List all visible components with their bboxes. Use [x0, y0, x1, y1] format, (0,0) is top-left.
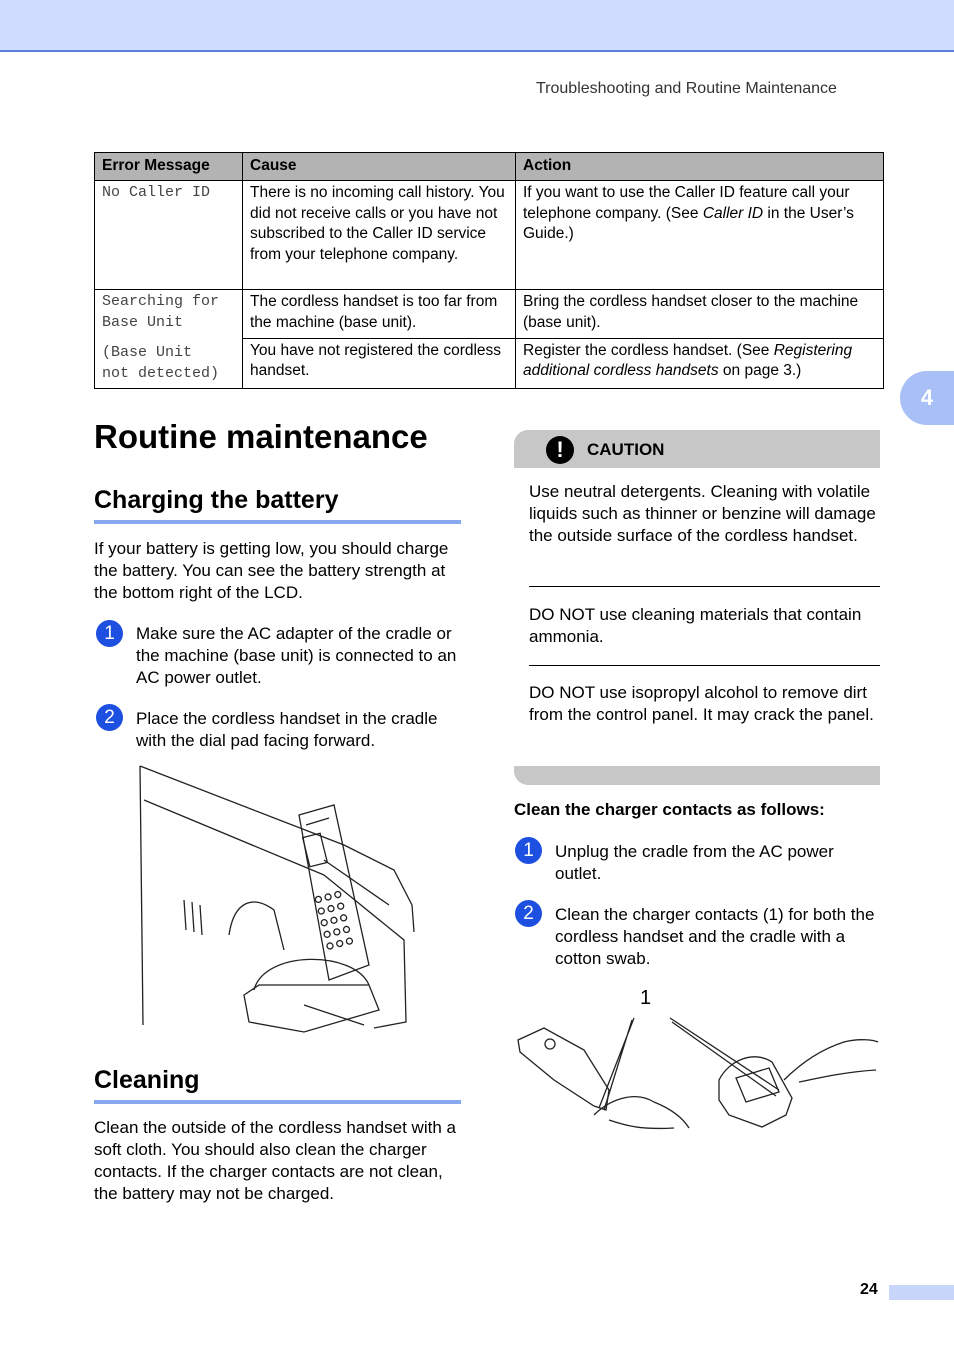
step-number: 2 [515, 900, 542, 927]
caution-label: CAUTION [587, 440, 665, 459]
step-number: 2 [96, 704, 123, 731]
running-title: Troubleshooting and Routine Maintenance [536, 80, 837, 97]
caution-divider [529, 665, 880, 666]
cleaning-text: Clean the outside of the cordless handset with a soft cloth. You should also clean the charger contacts. If the charger contacts are not clean, the battery may not be charged. [94, 1118, 456, 1203]
charger-contacts-illustration [514, 1010, 880, 1135]
page-number: 24 [860, 1281, 878, 1298]
table-row [95, 181, 884, 290]
action-cell: Bring the cordless handset closer to the machine (base unit). [516, 290, 884, 339]
charger-step-text: Clean the charger contacts (1) for both the cordless handset and the cradle with a cotton swab. [555, 905, 875, 968]
heading-rule [94, 1100, 461, 1104]
table-row [95, 290, 884, 339]
handset-in-cradle-illustration [134, 760, 424, 1040]
caution-item: DO NOT use isopropyl alcohol to remove dirt from the control panel. It may crack the panel. [529, 683, 874, 724]
charging-intro: If your battery is getting low, you should charge the battery. You can see the battery strength at the bottom right of the LCD. [94, 539, 449, 602]
caution-footer [514, 766, 880, 785]
heading-rule [94, 520, 461, 524]
header-action: Action [516, 153, 884, 181]
header-band [0, 0, 954, 52]
error-message-table [94, 152, 884, 389]
header-error-message: Error Message [95, 153, 243, 181]
charger-step-text: Unplug the cradle from the AC power outlet. [555, 842, 834, 883]
charger-heading: Clean the charger contacts as follows: [514, 800, 825, 819]
error-message-cell: No Caller ID [95, 181, 243, 290]
caution-divider [529, 586, 880, 587]
charging-step-text: Make sure the AC adapter of the cradle or the machine (base unit) is connected to an AC power outlet. [136, 624, 457, 687]
cause-cell: You have not registered the cordless handset. [243, 338, 516, 388]
caution-item: DO NOT use cleaning materials that contain ammonia. [529, 605, 862, 646]
chapter-tab: 4 [900, 371, 954, 425]
cause-cell: The cordless handset is too far from the machine (base unit). [243, 290, 516, 339]
action-cell: Register the cordless handset. (See Registering additional cordless handsets on page 3.) [516, 338, 884, 388]
step-number: 1 [515, 837, 542, 864]
figure-callout-label: 1 [640, 987, 652, 1009]
cause-cell: There is no incoming call history. You did not receive calls or you have not subscribed to the Caller ID service from your telephone company. [243, 181, 516, 290]
step-number: 1 [96, 620, 123, 647]
action-cell: If you want to use the Caller ID feature call your telephone company. (See Caller ID in the User’s Guide.) [516, 181, 884, 290]
exclamation-icon: ! [546, 436, 574, 464]
page-title: Routine maintenance [94, 418, 428, 455]
section-heading-charging: Charging the battery [94, 486, 339, 514]
section-heading-cleaning: Cleaning [94, 1066, 200, 1094]
caution-item: Use neutral detergents. Cleaning with volatile liquids such as thinner or benzine will damage the outside surface of the cordless handset. [529, 482, 876, 545]
footer-band [889, 1285, 954, 1300]
header-cause: Cause [243, 153, 516, 181]
charging-step-text: Place the cordless handset in the cradle with the dial pad facing forward. [136, 709, 438, 750]
error-message-cell: Searching for Base Unit (Base Unit not detected) [95, 290, 243, 389]
caution-header [514, 430, 880, 468]
